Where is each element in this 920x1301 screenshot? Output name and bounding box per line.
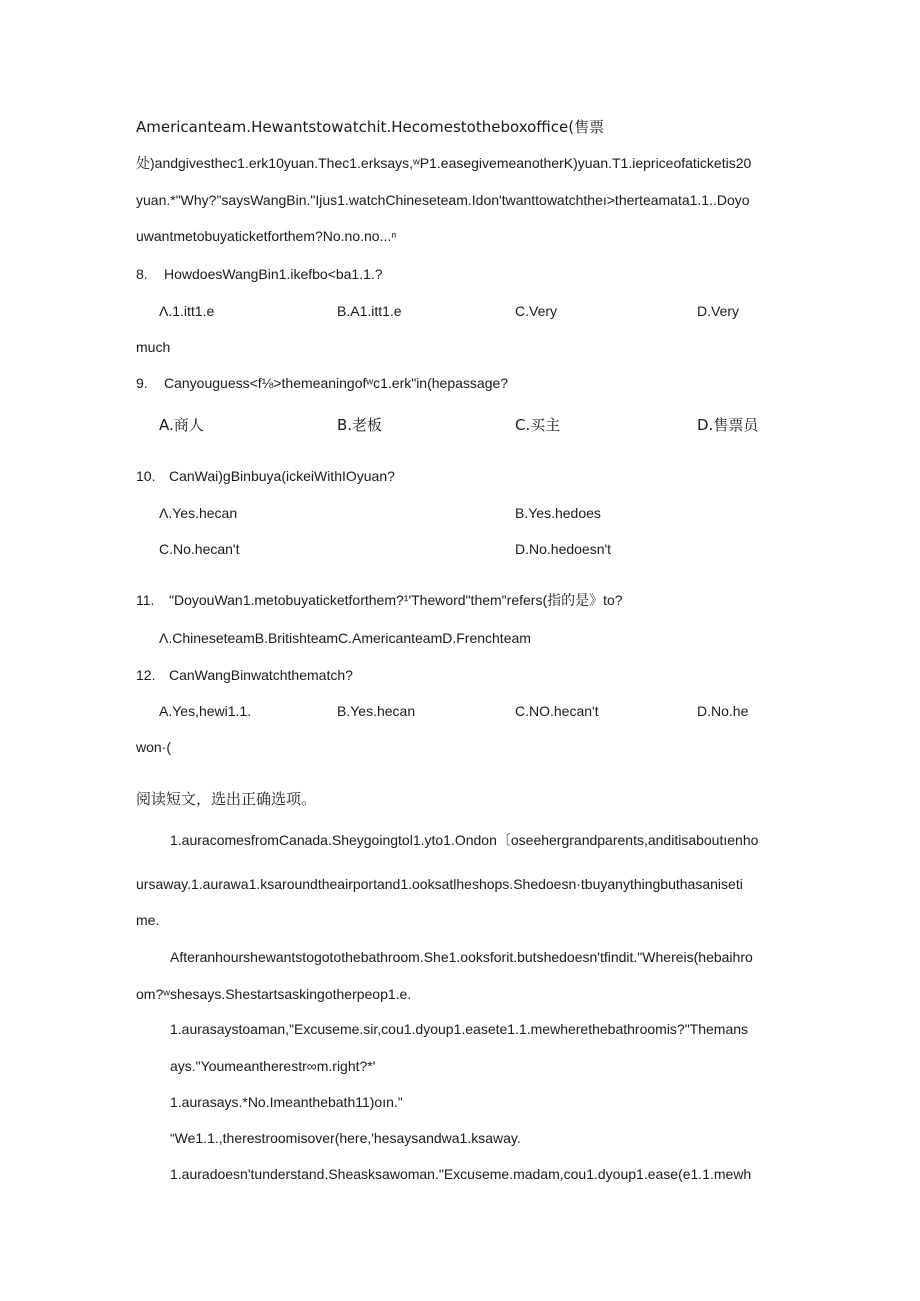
passage-line-2: 处)andgivesthec1.erk10yuan.Thec1.erksays,ʷP1.easegivemeanotherK)yuan.T1.iepriceofaticketis20 <box>136 155 752 171</box>
passage-line: 1.aurasaystoaman,"Excuseme.sir,cou1.dyoup1.easete1.1.mewherethebathroomis?"Themans <box>170 1021 749 1037</box>
question-text: CanWai)gBinbuya(ickeiWithIOyuan? <box>169 468 395 484</box>
option-d-wrap: won·( <box>136 739 172 755</box>
option-c[interactable]: C.买主 <box>515 416 561 434</box>
question-text: "DoyouWan1.metobuyaticketforthem?¹'Theword"them"refers(指的是》to? <box>169 592 623 608</box>
question-number: 8. <box>136 266 148 282</box>
question-text: Canyouguess<f⅛>themeaningofʷc1.erk"in(hepassage? <box>164 375 509 391</box>
passage-line-3: yuan.*"Why?"saysWangBin."Ijus1.watchChineseteam.Idon'twanttowatchtheı>therteamata1.1..Doyo <box>136 192 750 208</box>
option-a[interactable]: Λ.Yes.hecan <box>159 505 238 521</box>
option-a[interactable]: A.Yes,hewi1.1. <box>159 703 252 719</box>
passage-line-1: Americanteam.Hewantstowatchit.Hecomestotheboxoffice(售票 <box>136 118 605 136</box>
option-d-wrap: much <box>136 339 171 355</box>
question-text: HowdoesWangBin1.ikefbo<ba1.1.? <box>164 266 383 282</box>
passage-line: ursaway.1.aurawa1.ksaroundtheairportand1.ooksatlheshops.Shedoesn·tbuyanythingbuthasaniseti <box>136 876 743 892</box>
passage-line: Afteranhourshewantstogotothebathroom.She1.ooksforit.butshedoesn'tfindit."Whereis(hebaihro <box>170 949 753 965</box>
option-d[interactable]: D.No.hedoesn't <box>515 541 612 557</box>
option-a[interactable]: A.商人 <box>159 416 204 434</box>
passage-line-4: uwantmetobuyaticketforthem?No.no.no...ⁿ <box>136 228 397 244</box>
option-c[interactable]: C.No.hecan't <box>159 541 240 557</box>
option-b[interactable]: B.Yes.hecan <box>337 703 416 719</box>
passage-line: 1.aurasays.*No.Imeanthebath11)oın." <box>170 1094 403 1110</box>
question-number: 12. <box>136 667 156 683</box>
passage-line: ays."Youmeantherestr∞m.right?*' <box>170 1058 376 1074</box>
section-instruction: 阅读短文，选出正确选项。 <box>136 790 317 808</box>
passage-line: 1.auradoesn'tunderstand.Sheasksawoman."Excuseme.madam,cou1.dyoup1.ease(e1.1.mewh <box>170 1166 752 1182</box>
options-line[interactable]: Λ.ChineseteamB.BritishteamC.AmericanteamD.Frenchteam <box>159 630 531 646</box>
passage-line: “We1.1.,therestroomisover(here,'hesaysandwa1.ksaway. <box>170 1130 521 1146</box>
option-b[interactable]: B.A1.itt1.e <box>337 303 402 319</box>
option-c[interactable]: C.Very <box>515 303 558 319</box>
question-text: CanWangBinwatchthematch? <box>169 667 353 683</box>
passage-line: om?ʷshesays.Shestartsaskingotherpeop1.e. <box>136 986 412 1002</box>
option-c[interactable]: C.NO.hecan't <box>515 703 599 719</box>
option-d[interactable]: D.Very <box>697 303 740 319</box>
passage-line: me. <box>136 912 160 928</box>
option-b[interactable]: B.老板 <box>337 416 383 434</box>
question-number: 11. <box>136 592 155 608</box>
option-d[interactable]: D.售票员 <box>697 416 759 434</box>
option-b[interactable]: B.Yes.hedoes <box>515 505 601 521</box>
passage-line: 1.auracomesfromCanada.Sheygoingtol1.yto1.Ondon〔oseehergrandparents,anditisaboutıenho <box>170 832 759 848</box>
option-d[interactable]: D.No.he <box>697 703 749 719</box>
option-a[interactable]: Λ.1.itt1.e <box>159 303 215 319</box>
question-number: 10. <box>136 468 156 484</box>
question-number: 9. <box>136 375 148 391</box>
